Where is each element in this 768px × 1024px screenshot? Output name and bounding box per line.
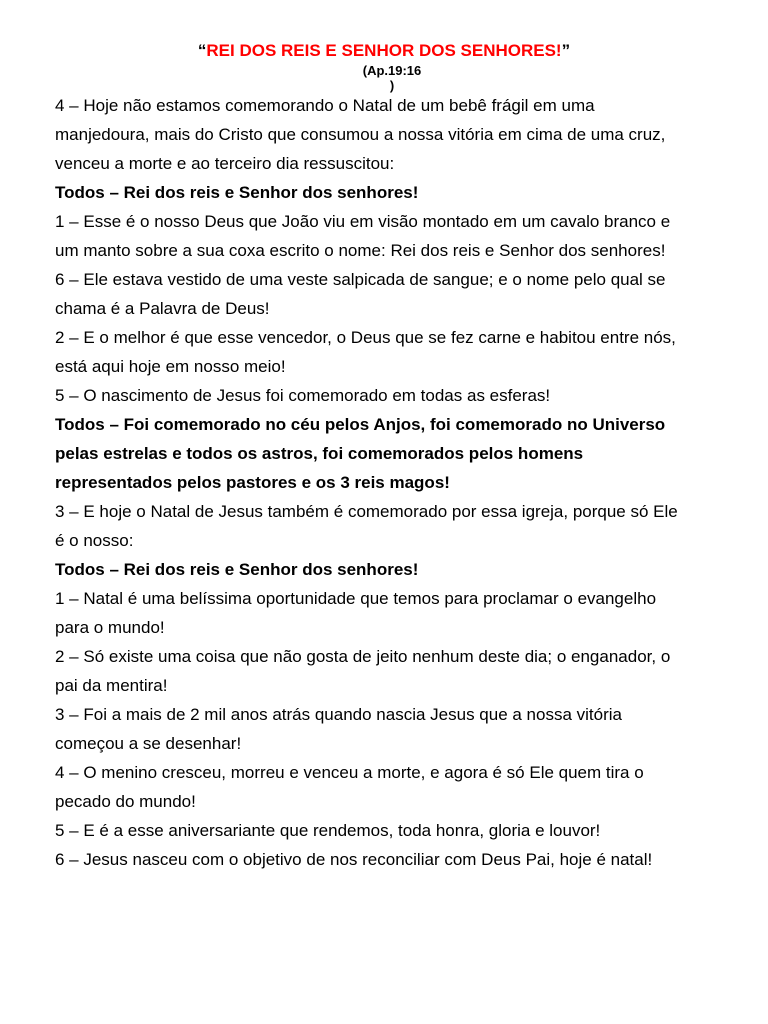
title-open-quote: “: [197, 41, 207, 60]
paragraph-line: um manto sobre a sua coxa escrito o nome: Rei dos reis e Senhor dos senhores!: [55, 241, 666, 260]
paragraph-line: para o mundo!: [55, 618, 165, 637]
reading-paragraph: [55, 642, 735, 700]
response-paragraph: [55, 555, 735, 584]
reading-paragraph: [55, 207, 735, 265]
paragraph-line: está aqui hoje em nosso meio!: [55, 357, 286, 376]
paragraph-line: 2 – E o melhor é que esse vencedor, o Deus que se fez carne e habitou entre nós,: [55, 328, 676, 347]
reading-paragraph: [55, 323, 735, 381]
response-paragraph: [55, 410, 735, 497]
paragraph-line: 5 – E é a esse aniversariante que rendemos, toda honra, gloria e louvor!: [55, 821, 601, 840]
document-title: [0, 41, 768, 61]
paragraph-line: venceu a morte e ao terceiro dia ressuscitou:: [55, 154, 395, 173]
paragraph-line: pai da mentira!: [55, 676, 168, 695]
paragraph-line: manjedoura, mais do Cristo que consumou a nossa vitória em cima de uma cruz,: [55, 125, 666, 144]
reading-paragraph: [55, 381, 735, 410]
paragraph-line: pelas estrelas e todos os astros, foi comemorados pelos homens: [55, 444, 584, 463]
paragraph-line: 1 – Natal é uma belíssima oportunidade que temos para proclamar o evangelho: [55, 589, 657, 608]
paragraph-line: Todos – Foi comemorado no céu pelos Anjos, foi comemorado no Universo: [55, 415, 666, 434]
paragraph-line: 1 – Esse é o nosso Deus que João viu em visão montado em um cavalo branco e: [55, 212, 671, 231]
reading-paragraph: [55, 845, 735, 874]
reading-paragraph: [55, 758, 735, 816]
reading-paragraph: [55, 497, 735, 555]
paragraph-line: 3 – Foi a mais de 2 mil anos atrás quando nascia Jesus que a nossa vitória: [55, 705, 622, 724]
paragraph-line: 6 – Jesus nasceu com o objetivo de nos reconciliar com Deus Pai, hoje é natal!: [55, 850, 653, 869]
reading-paragraph: [55, 816, 735, 845]
paragraph-line: começou a se desenhar!: [55, 734, 242, 753]
paragraph-line: 4 – O menino cresceu, morreu e venceu a morte, e agora é só Ele quem tira o: [55, 763, 644, 782]
title-close-quote: ”: [561, 41, 571, 60]
bible-reference: [352, 63, 432, 93]
response-paragraph: [55, 178, 735, 207]
paragraph-line: Todos – Rei dos reis e Senhor dos senhores!: [55, 560, 419, 579]
reading-paragraph: [55, 700, 735, 758]
paragraph-line: 5 – O nascimento de Jesus foi comemorado em todas as esferas!: [55, 386, 551, 405]
paragraph-line: 4 – Hoje não estamos comemorando o Natal de um bebê frágil em uma: [55, 96, 595, 115]
paragraph-line: Todos – Rei dos reis e Senhor dos senhores!: [55, 183, 419, 202]
reading-paragraph: [55, 91, 735, 178]
title-text: REI DOS REIS E SENHOR DOS SENHORES!: [206, 41, 562, 60]
paragraph-line: 2 – Só existe uma coisa que não gosta de jeito nenhum deste dia; o enganador, o: [55, 647, 671, 666]
paragraph-line: é o nosso:: [55, 531, 134, 550]
paragraph-line: 6 – Ele estava vestido de uma veste salpicada de sangue; e o nome pelo qual se: [55, 270, 666, 289]
reference-line-2: ): [389, 78, 395, 93]
paragraph-line: pecado do mundo!: [55, 792, 196, 811]
paragraph-line: chama é a Palavra de Deus!: [55, 299, 270, 318]
reading-paragraph: [55, 584, 735, 642]
paragraph-line: representados pelos pastores e os 3 reis magos!: [55, 473, 450, 492]
document-body: [55, 91, 735, 874]
reference-line-1: (Ap.19:16: [362, 63, 422, 78]
reading-paragraph: [55, 265, 735, 323]
paragraph-line: 3 – E hoje o Natal de Jesus também é comemorado por essa igreja, porque só Ele: [55, 502, 678, 521]
